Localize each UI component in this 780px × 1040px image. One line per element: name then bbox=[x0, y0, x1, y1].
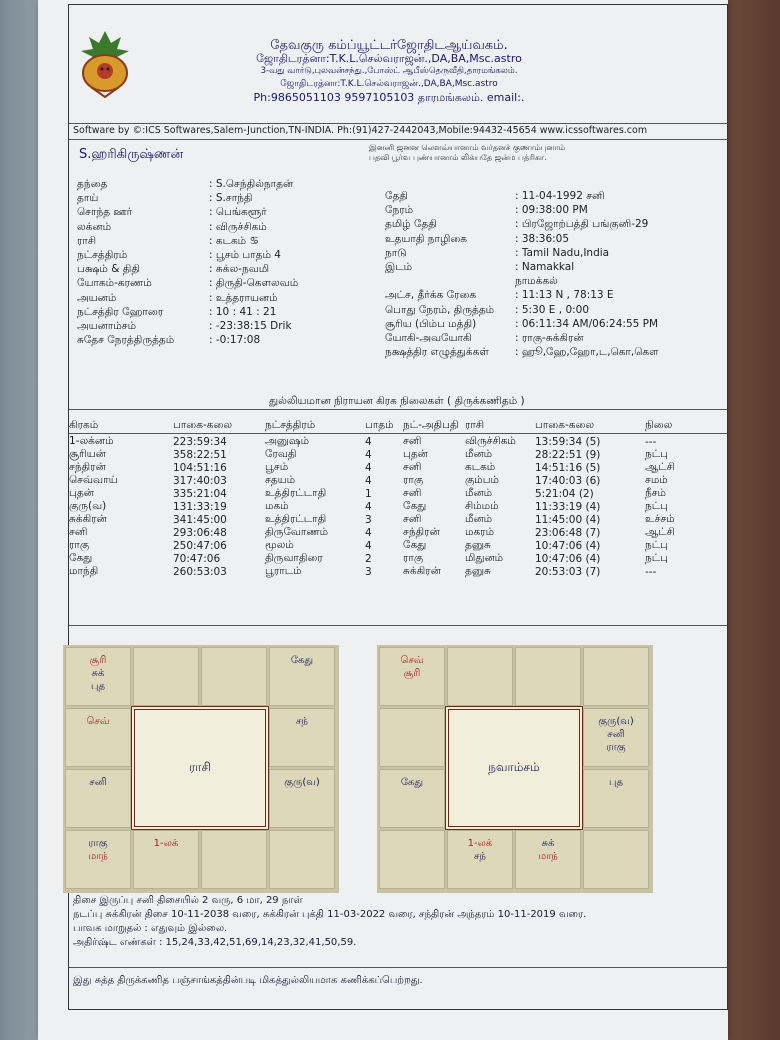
table-cell: 4 bbox=[365, 474, 372, 487]
detail-value: : Namakkal bbox=[515, 260, 575, 273]
table-cell: புதன் bbox=[69, 487, 94, 499]
table-row bbox=[69, 448, 729, 461]
table-cell: --- bbox=[645, 565, 657, 578]
table-cell: தனுசு bbox=[465, 565, 491, 577]
planet-abbrev: புத bbox=[609, 777, 623, 788]
table-cell: 4 bbox=[365, 539, 372, 552]
rasi-label: ராசி bbox=[189, 760, 211, 774]
table-cell: சந்திரன் bbox=[69, 461, 106, 473]
detail-value: : உத்தராயனம் bbox=[209, 291, 278, 304]
table-cell: கேது bbox=[403, 500, 427, 512]
rasi-chart-house-cell bbox=[269, 769, 335, 828]
planet-positions-table bbox=[69, 415, 729, 578]
table-cell: ஆட்சி bbox=[645, 461, 675, 473]
column-header: பாதம் bbox=[365, 418, 394, 431]
header-title: தேவகுரு கம்ப்யூட்டர்ஜோதிடஆய்வகம். bbox=[270, 38, 508, 53]
table-cell: சூரியன் bbox=[69, 448, 106, 460]
detail-value: : சுக்ல-நவமி bbox=[209, 263, 270, 276]
rasi-chart-center bbox=[131, 706, 269, 830]
header-astrologer: ஜோதிடரத்னா:T.K.L.செல்வராஜன்.,DA,BA,Msc.astro bbox=[256, 52, 522, 65]
detail-value: : 10 : 41 : 21 bbox=[209, 305, 277, 318]
rasi-chart-house-cell bbox=[269, 647, 335, 706]
navamsa-chart-house-cell bbox=[379, 769, 445, 828]
planet-abbrev: சூரி bbox=[89, 655, 107, 666]
detail-value: : பூசம் பாதம் 4 bbox=[209, 248, 281, 261]
planet-abbrev: சுக் bbox=[541, 838, 555, 849]
table-cell: கேது bbox=[403, 539, 427, 551]
table-cell: 4 bbox=[365, 435, 372, 448]
detail-value: : 09:38:00 PM bbox=[515, 204, 588, 217]
header-phone: Ph:9865051103 9597105103 தாரமங்கலம். email:. bbox=[253, 91, 525, 104]
table-cell: 10:47:06 (4) bbox=[535, 552, 601, 565]
table-cell: 250:47:06 bbox=[173, 539, 227, 552]
detail-label: சூரிய (பிம்ப மத்தி) bbox=[385, 317, 477, 330]
table-cell: சனி bbox=[403, 461, 422, 473]
table-cell: 260:53:03 bbox=[173, 565, 227, 578]
table-cell: பூராடம் bbox=[265, 565, 302, 577]
planet-abbrev: மாந் bbox=[538, 851, 558, 862]
table-cell: நட்பு bbox=[645, 448, 668, 460]
planet-abbrev: 1-லக் bbox=[467, 838, 493, 849]
table-row bbox=[69, 513, 729, 526]
column-header: நட்-அதிபதி bbox=[403, 418, 459, 431]
detail-label: சொந்த ஊர் bbox=[77, 206, 133, 219]
rasi-chart-house-cell bbox=[65, 830, 131, 889]
table-cell: நட்பு bbox=[645, 500, 668, 512]
table-row bbox=[69, 461, 729, 474]
detail-value: : S.சாந்தி bbox=[209, 192, 253, 205]
detail-label: இடம் bbox=[385, 260, 413, 273]
table-cell: சுக்கிரன் bbox=[403, 565, 441, 577]
detail-value: : ராகு-சுக்கிரன் bbox=[515, 331, 584, 344]
table-cell: ராகு bbox=[403, 474, 424, 486]
detail-value: நாமக்கல் bbox=[515, 275, 558, 288]
dasa-balance: திசை இருப்பு சனி திசையில் 2 வரு, 6 மா, 29 நாள் bbox=[73, 895, 303, 906]
planet-abbrev: சூரி bbox=[403, 668, 421, 679]
table-cell: 1-லக்னம் bbox=[69, 435, 114, 447]
divider bbox=[69, 139, 727, 140]
horoscope-document bbox=[68, 4, 728, 1010]
detail-label: தமிழ் தேதி bbox=[385, 218, 437, 231]
column-header: பாகை-கலை bbox=[173, 418, 233, 431]
detail-value: : பெங்களூர் bbox=[209, 206, 267, 219]
rasi-chart bbox=[63, 645, 339, 893]
table-cell: மிதுனம் bbox=[465, 552, 504, 564]
table-cell: திருவோணம் bbox=[265, 526, 329, 538]
table-cell: ராகு bbox=[403, 552, 424, 564]
column-header: கிரகம் bbox=[69, 418, 99, 431]
navamsa-chart-house-cell bbox=[379, 708, 445, 767]
details-right-values bbox=[515, 189, 659, 359]
table-cell: 70:47:06 bbox=[173, 552, 221, 565]
table-cell: கும்பம் bbox=[465, 474, 499, 486]
table-cell: 223:59:34 bbox=[173, 435, 227, 448]
paper-sheet bbox=[38, 0, 728, 1040]
planet-abbrev: செவ் bbox=[400, 655, 424, 666]
table-row bbox=[69, 474, 729, 487]
table-cell: மீனம் bbox=[465, 487, 493, 499]
table-cell: 10:47:06 (4) bbox=[535, 539, 601, 552]
planet-abbrev: கேது bbox=[400, 777, 424, 788]
divider bbox=[69, 123, 727, 124]
table-row bbox=[69, 539, 729, 552]
astrologer-header bbox=[129, 39, 649, 104]
table-cell: சுக்கிரன் bbox=[69, 513, 107, 525]
planet-abbrev: சந் bbox=[474, 851, 486, 862]
planet-abbrev: குரு(வ) bbox=[284, 777, 320, 788]
navamsa-chart-house-cell bbox=[515, 647, 581, 706]
table-cell: 1 bbox=[365, 487, 372, 500]
navamsa-chart-house-cell bbox=[379, 830, 445, 889]
column-header: பாகை-கலை bbox=[535, 418, 595, 431]
detail-value: : ஹூ,ஹே,ஹோ,ட,கொ,கௌ bbox=[515, 346, 659, 359]
navamsa-chart-house-cell bbox=[379, 647, 445, 706]
table-cell: 13:59:34 (5) bbox=[535, 435, 601, 448]
table-row bbox=[69, 526, 729, 539]
header-astrologer-2: ஜோதிடரத்னா:T.K.L.செல்வராஜன்.,DA,BA,Msc.astro bbox=[280, 79, 498, 89]
table-cell: 4 bbox=[365, 500, 372, 513]
table-cell: 3 bbox=[365, 513, 372, 526]
rasi-chart-house-cell bbox=[201, 830, 267, 889]
detail-value: : -0:17:08 bbox=[209, 334, 261, 347]
detail-label: தந்தை bbox=[77, 178, 108, 190]
detail-label: யோகம்-கரணம் bbox=[77, 277, 152, 290]
column-header: நிலை bbox=[645, 418, 673, 431]
deity-logo-icon bbox=[77, 27, 133, 99]
lucky-numbers: அதிர்ஷ்ட எண்கள் : 15,24,33,42,51,69,14,23,32,41,50,59. bbox=[73, 937, 357, 948]
table-cell: உச்சம் bbox=[645, 513, 675, 525]
table-cell: 335:21:04 bbox=[173, 487, 227, 500]
detail-value: : 5:30 E , 0:00 bbox=[515, 303, 590, 316]
navamsa-chart-house-cell bbox=[583, 769, 649, 828]
detail-label: லக்னம் bbox=[77, 220, 112, 233]
accuracy-note: இது சுத்த திருக்கணித பஞ்சாங்கத்தின்படி மிகத்துல்லியமாக கணிக்கப்பெற்றது. bbox=[73, 975, 423, 986]
detail-value: : கடகம் ♋ bbox=[209, 234, 259, 247]
column-header: ராசி bbox=[465, 418, 485, 431]
detail-label: தாய் bbox=[77, 192, 99, 205]
detail-label: ராசி bbox=[77, 234, 97, 247]
rasi-chart-house-cell bbox=[133, 830, 199, 889]
table-cell: விருச்சிகம் bbox=[465, 435, 516, 447]
detail-label: நட்சத்திர ஹோரை bbox=[77, 305, 164, 318]
column-header: நட்சத்திரம் bbox=[265, 418, 316, 431]
table-row bbox=[69, 565, 729, 578]
navamsa-chart-house-cell bbox=[583, 830, 649, 889]
planet-abbrev: சனி bbox=[607, 729, 625, 740]
navamsa-chart-house-cell bbox=[583, 647, 649, 706]
table-cell: 104:51:16 bbox=[173, 461, 227, 474]
planet-abbrev: புத bbox=[91, 681, 105, 692]
table-cell: மீனம் bbox=[465, 513, 493, 525]
table-cell: 20:53:03 (7) bbox=[535, 565, 601, 578]
rasi-chart-house-cell bbox=[201, 647, 267, 706]
table-cell: சதயம் bbox=[265, 474, 296, 486]
table-cell: சனி bbox=[69, 526, 88, 538]
detail-label: நட்சத்திரம் bbox=[77, 248, 128, 261]
detail-value: : -23:38:15 Drik bbox=[209, 319, 292, 332]
detail-value: : S.செந்தில்நாதன் bbox=[209, 178, 294, 190]
planet-abbrev: குரு(வ) bbox=[598, 716, 634, 727]
table-cell: பூசம் bbox=[265, 461, 289, 473]
divider bbox=[69, 967, 727, 968]
navamsa-chart-center bbox=[445, 706, 583, 830]
detail-label: தேதி bbox=[385, 190, 408, 202]
table-cell: சிம்மம் bbox=[465, 500, 499, 512]
rasi-chart-house-cell bbox=[65, 647, 131, 706]
table-cell: நட்பு bbox=[645, 552, 668, 564]
table-cell: மூலம் bbox=[265, 539, 294, 551]
table-cell: 23:06:48 (7) bbox=[535, 526, 601, 539]
table-cell: உத்திரட்டாதி bbox=[265, 487, 327, 499]
detail-value: : 11-04-1992 சனி bbox=[515, 190, 605, 202]
table-row bbox=[69, 435, 729, 448]
bhava-change: பாவக மாறுதல் : எதுவும் இல்லை. bbox=[73, 923, 228, 934]
table-cell: புதன் bbox=[403, 448, 428, 460]
detail-label: நாடு bbox=[385, 246, 407, 259]
table-cell: கேது bbox=[69, 552, 93, 564]
table-cell: 11:45:00 (4) bbox=[535, 513, 601, 526]
detail-value: : பிரஜோற்பத்தி பங்குனி-29 bbox=[515, 218, 649, 231]
table-header-row bbox=[69, 415, 729, 435]
table-cell: தனுசு bbox=[465, 539, 491, 551]
table-cell: 5:21:04 (2) bbox=[535, 487, 594, 500]
table-cell: சனி bbox=[403, 435, 422, 447]
planet-table-title: துல்லியமான நிராயன கிரக நிலைகள் ( திருக்கணிதம் ) bbox=[269, 395, 525, 407]
divider bbox=[69, 409, 727, 410]
navamsa-chart-house-cell bbox=[583, 708, 649, 767]
divider bbox=[69, 625, 727, 626]
table-cell: 131:33:19 bbox=[173, 500, 227, 513]
table-cell: 14:51:16 (5) bbox=[535, 461, 601, 474]
navamsa-chart-house-cell bbox=[447, 830, 513, 889]
table-cell: ரேவதி bbox=[265, 448, 297, 460]
detail-label: அயனம் bbox=[77, 291, 117, 304]
detail-label: உதயாதி நாழிகை bbox=[385, 232, 468, 245]
table-cell: நீசம் bbox=[645, 487, 666, 499]
planet-abbrev: சனி bbox=[89, 777, 107, 788]
planet-abbrev: சுக் bbox=[91, 668, 105, 679]
blessing-line-1: இனனி ஜனன லௌவ்யானாம் வர்தனச் குணாம்புனாம் bbox=[369, 143, 566, 152]
planet-abbrev: மாந் bbox=[88, 851, 108, 862]
planet-abbrev: ராகு bbox=[606, 742, 626, 753]
header-address: 3-வது வார்டு,புலவன்சந்து.,போஸ்ட் ஆபீஸ்தெருவீதி,தாரமங்கலம். bbox=[260, 66, 518, 76]
detail-label: பொது நேரம், திருத்தம் bbox=[385, 303, 495, 316]
detail-label: அட்ச, தீர்க்க ரேகை bbox=[385, 289, 477, 302]
navamsa-chart-house-cell bbox=[515, 830, 581, 889]
navamsa-chart-house-cell bbox=[447, 647, 513, 706]
detail-label bbox=[385, 274, 494, 288]
detail-label: நேரம் bbox=[385, 204, 414, 217]
table-cell: 28:22:51 (9) bbox=[535, 448, 601, 461]
table-row bbox=[69, 500, 729, 513]
table-cell: உத்திரட்டாதி bbox=[265, 513, 327, 525]
table-cell: நட்பு bbox=[645, 539, 668, 551]
table-cell: செவ்வாய் bbox=[69, 474, 118, 486]
detail-value: : 38:36:05 bbox=[515, 232, 570, 245]
table-cell: 2 bbox=[365, 552, 372, 565]
rasi-chart-house-cell bbox=[65, 769, 131, 828]
detail-label: யோகி-அவயோகி bbox=[385, 331, 472, 344]
table-cell: சனி bbox=[403, 513, 422, 525]
table-row bbox=[69, 552, 729, 565]
table-cell: மீனம் bbox=[465, 448, 493, 460]
table-cell: 358:22:51 bbox=[173, 448, 227, 461]
navamsa-label: நவாம்சம் bbox=[488, 760, 540, 774]
table-cell: 4 bbox=[365, 448, 372, 461]
table-cell: சனி bbox=[403, 487, 422, 499]
rasi-chart-house-cell bbox=[269, 708, 335, 767]
table-cell: திருவாதிரை bbox=[265, 552, 323, 564]
table-cell: 17:40:03 (6) bbox=[535, 474, 601, 487]
planet-abbrev: கேது bbox=[290, 655, 314, 666]
table-cell: 4 bbox=[365, 461, 372, 474]
current-dasa: நடப்பு சுக்கிரன் திசை 10-11-2038 வரை, சுக்கிரன் புக்தி 11-03-2022 வரை, சந்திரன் அந்தரம் 10-11-2019 வரை. bbox=[73, 909, 587, 920]
table-cell: --- bbox=[645, 435, 657, 448]
table-cell: 4 bbox=[365, 526, 372, 539]
blessing-line-2: பதவி பூர்வ புண்யானாம் லிக்யதே ஜன்ம பத்ரிகா. bbox=[369, 153, 547, 162]
table-cell: குரு(வ) bbox=[69, 500, 107, 512]
table-cell: மகரம் bbox=[465, 526, 495, 538]
detail-label: சுதேச நேரத்திருத்தம் bbox=[77, 334, 175, 347]
rasi-chart-house-cell bbox=[65, 708, 131, 767]
table-cell: 341:45:00 bbox=[173, 513, 227, 526]
table-cell: கடகம் bbox=[465, 461, 496, 473]
details-right-labels bbox=[385, 189, 494, 359]
table-cell: சந்திரன் bbox=[403, 526, 440, 538]
planet-abbrev: 1-லக் bbox=[153, 838, 179, 849]
table-row bbox=[69, 487, 729, 500]
native-name: S.ஹரிகிருஷ்ணன் bbox=[79, 147, 184, 162]
details-left-labels bbox=[77, 177, 174, 347]
table-cell: ஆட்சி bbox=[645, 526, 675, 538]
blessing-verse bbox=[369, 143, 565, 163]
navamsa-chart bbox=[377, 645, 653, 893]
detail-label: பக்ஷம் & திதி bbox=[77, 263, 140, 276]
detail-value: : விருச்சிகம் bbox=[209, 220, 267, 233]
table-cell: 11:33:19 (4) bbox=[535, 500, 601, 513]
detail-value: : Tamil Nadu,India bbox=[515, 246, 610, 259]
detail-value: : 11:13 N , 78:13 E bbox=[515, 289, 614, 302]
planet-abbrev: சந் bbox=[296, 716, 308, 727]
software-credit: Software by ©:ICS Softwares,Salem-Junction,TN-INDIA. Ph:(91)427-2442043,Mobile:94432-45654 www.icssoftwares.com bbox=[73, 125, 648, 136]
rasi-chart-house-cell bbox=[133, 647, 199, 706]
table-cell: 3 bbox=[365, 565, 372, 578]
table-cell: மகம் bbox=[265, 500, 289, 512]
table-cell: மாந்தி bbox=[69, 565, 99, 577]
details-left-values bbox=[209, 177, 298, 347]
detail-label: அயனாம்சம் bbox=[77, 319, 137, 332]
detail-value: : திருதி-கௌலவம் bbox=[209, 277, 299, 290]
planet-abbrev: ராகு bbox=[88, 838, 108, 849]
table-cell: ராகு bbox=[69, 539, 90, 551]
rasi-chart-house-cell bbox=[269, 830, 335, 889]
detail-label: நக்ஷத்திர எழுத்துக்கள் bbox=[385, 346, 489, 359]
table-cell: 317:40:03 bbox=[173, 474, 227, 487]
table-cell: சமம் bbox=[645, 474, 668, 486]
table-cell: அனுஷம் bbox=[265, 435, 310, 447]
planet-abbrev: செவ் bbox=[86, 716, 110, 727]
table-cell: 293:06:48 bbox=[173, 526, 227, 539]
detail-value: : 06:11:34 AM/06:24:55 PM bbox=[515, 317, 659, 330]
